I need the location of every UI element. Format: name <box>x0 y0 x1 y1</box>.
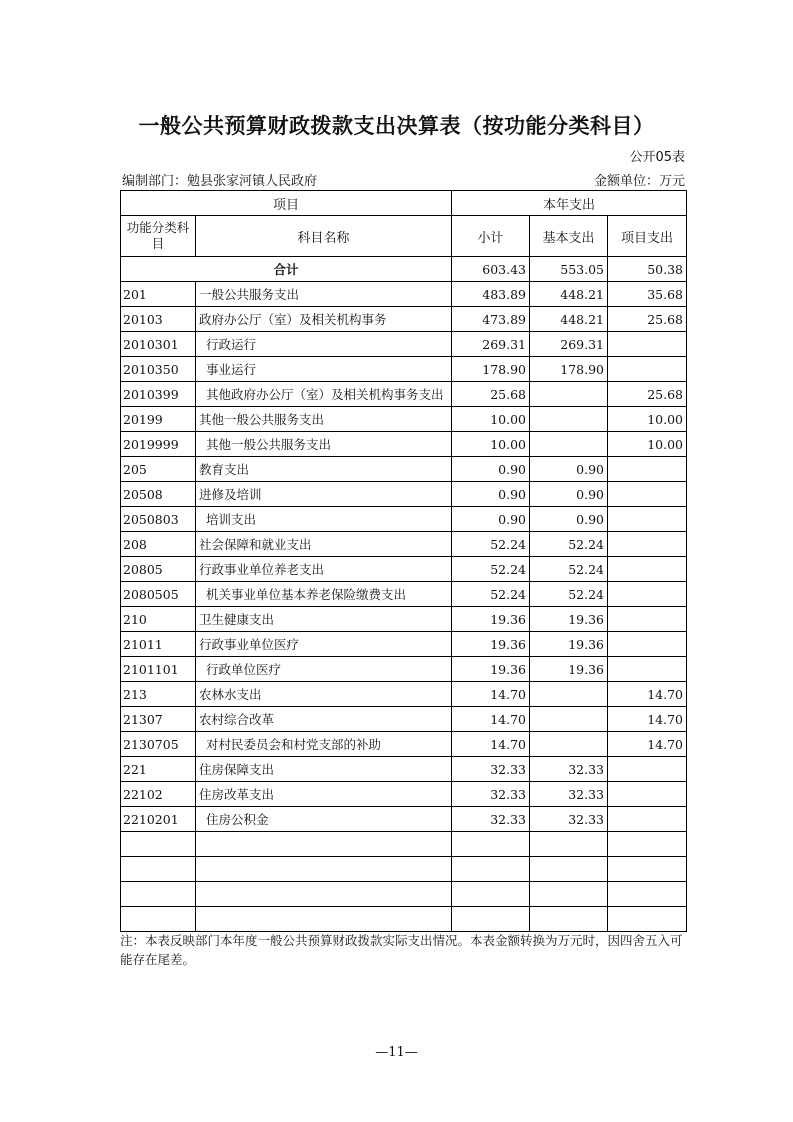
subtotal-value: 473.89 <box>452 307 530 332</box>
project-value <box>608 357 687 382</box>
subject-name: 机关事业单位基本养老保险缴费支出 <box>196 582 452 607</box>
subject-code: 2050803 <box>121 507 196 532</box>
subject-code: 201 <box>121 282 196 307</box>
basic-value: 19.36 <box>530 607 608 632</box>
subject-code: 2210201 <box>121 807 196 832</box>
basic-value: 52.24 <box>530 532 608 557</box>
subject-code: 21307 <box>121 707 196 732</box>
basic-value: 32.33 <box>530 782 608 807</box>
basic-value <box>530 732 608 757</box>
subject-code: 21011 <box>121 632 196 657</box>
basic-value <box>530 682 608 707</box>
basic-value: 32.33 <box>530 757 608 782</box>
table-row <box>121 832 687 857</box>
subtotal-value <box>452 907 530 932</box>
project-value <box>608 632 687 657</box>
table-row <box>121 482 687 507</box>
project-value <box>608 582 687 607</box>
basic-value <box>530 857 608 882</box>
subject-code: 2010350 <box>121 357 196 382</box>
basic-value: 32.33 <box>530 807 608 832</box>
table-row <box>121 632 687 657</box>
subtotal-value <box>452 832 530 857</box>
subject-name: 卫生健康支出 <box>196 607 452 632</box>
header-basic: 基本支出 <box>530 216 608 257</box>
subject-code: 2010301 <box>121 332 196 357</box>
basic-value: 0.90 <box>530 457 608 482</box>
subject-name <box>196 882 452 907</box>
project-value: 14.70 <box>608 707 687 732</box>
basic-value: 19.36 <box>530 657 608 682</box>
subtotal-value: 19.36 <box>452 657 530 682</box>
subject-name: 农村综合改革 <box>196 707 452 732</box>
table-row <box>121 607 687 632</box>
project-value <box>608 832 687 857</box>
subject-name: 行政运行 <box>196 332 452 357</box>
header-row-2 <box>121 216 687 257</box>
subtotal-value: 0.90 <box>452 507 530 532</box>
project-value <box>608 482 687 507</box>
table-row <box>121 782 687 807</box>
subtotal-value: 32.33 <box>452 782 530 807</box>
subtotal-value: 178.90 <box>452 357 530 382</box>
basic-value <box>530 832 608 857</box>
project-value <box>608 882 687 907</box>
subject-name: 教育支出 <box>196 457 452 482</box>
basic-value: 52.24 <box>530 557 608 582</box>
subtotal-value: 14.70 <box>452 707 530 732</box>
subtotal-value: 52.24 <box>452 532 530 557</box>
subject-code: 20199 <box>121 407 196 432</box>
table-row <box>121 732 687 757</box>
table-row <box>121 507 687 532</box>
basic-value: 52.24 <box>530 582 608 607</box>
subject-code: 2080505 <box>121 582 196 607</box>
subject-code: 208 <box>121 532 196 557</box>
subject-name: 行政事业单位养老支出 <box>196 557 452 582</box>
basic-value: 448.21 <box>530 282 608 307</box>
project-value <box>608 532 687 557</box>
header-subtotal: 小计 <box>452 216 530 257</box>
subject-name: 培训支出 <box>196 507 452 532</box>
subtotal-value: 52.24 <box>452 557 530 582</box>
subtotal-value: 14.70 <box>452 732 530 757</box>
total-label: 合计 <box>121 257 452 282</box>
subject-code: 210 <box>121 607 196 632</box>
basic-value: 0.90 <box>530 507 608 532</box>
project-value: 14.70 <box>608 732 687 757</box>
subject-name <box>196 907 452 932</box>
table-row <box>121 432 687 457</box>
subtotal-value: 19.36 <box>452 607 530 632</box>
subject-code: 205 <box>121 457 196 482</box>
table-row <box>121 757 687 782</box>
project-value: 25.68 <box>608 382 687 407</box>
table-row <box>121 907 687 932</box>
subtotal-value: 32.33 <box>452 807 530 832</box>
subject-code: 20103 <box>121 307 196 332</box>
form-number: 公开05表 <box>629 150 685 165</box>
project-value: 10.00 <box>608 432 687 457</box>
subject-name: 社会保障和就业支出 <box>196 532 452 557</box>
subtotal-value: 269.31 <box>452 332 530 357</box>
project-value <box>608 332 687 357</box>
amount-unit: 金额单位：万元 <box>593 174 685 189</box>
table-row <box>121 457 687 482</box>
basic-value <box>530 707 608 732</box>
subtotal-value: 32.33 <box>452 757 530 782</box>
subtotal-value <box>452 857 530 882</box>
project-value <box>608 557 687 582</box>
subtotal-value: 10.00 <box>452 432 530 457</box>
subject-name: 住房改革支出 <box>196 782 452 807</box>
subtotal-value: 25.68 <box>452 382 530 407</box>
subject-name: 其他政府办公厅（室）及相关机构事务支出 <box>196 382 452 407</box>
basic-value: 19.36 <box>530 632 608 657</box>
table-row <box>121 557 687 582</box>
project-value: 14.70 <box>608 682 687 707</box>
subject-name: 进修及培训 <box>196 482 452 507</box>
table-row <box>121 307 687 332</box>
subject-name: 农林水支出 <box>196 682 452 707</box>
subject-name: 其他一般公共服务支出 <box>196 407 452 432</box>
subject-code: 2019999 <box>121 432 196 457</box>
subject-name: 一般公共服务支出 <box>196 282 452 307</box>
subject-code: 2101101 <box>121 657 196 682</box>
page-title: 一般公共预算财政拨款支出决算表（按功能分类科目） <box>138 114 655 138</box>
header-project: 项目支出 <box>608 216 687 257</box>
report-meta <box>122 170 685 189</box>
subject-code: 2010399 <box>121 382 196 407</box>
table-row <box>121 807 687 832</box>
table-row <box>121 657 687 682</box>
header-year-expense: 本年支出 <box>452 191 687 216</box>
basic-value <box>530 907 608 932</box>
subtotal-value: 483.89 <box>452 282 530 307</box>
project-value <box>608 782 687 807</box>
subtotal-value: 14.70 <box>452 682 530 707</box>
header-subject-name: 科目名称 <box>196 216 452 257</box>
subtotal-value: 10.00 <box>452 407 530 432</box>
subject-name: 事业运行 <box>196 357 452 382</box>
project-value <box>608 757 687 782</box>
project-value <box>608 907 687 932</box>
project-value <box>608 657 687 682</box>
total-project: 50.38 <box>608 257 687 282</box>
total-basic: 553.05 <box>530 257 608 282</box>
header-row-1 <box>121 191 687 216</box>
subject-name: 住房保障支出 <box>196 757 452 782</box>
subject-code: 20805 <box>121 557 196 582</box>
header-func-code: 功能分类科目 <box>121 216 196 257</box>
subject-name: 其他一般公共服务支出 <box>196 432 452 457</box>
page-number: —11— <box>375 1045 418 1060</box>
subject-name <box>196 832 452 857</box>
table-row <box>121 532 687 557</box>
subject-code: 2130705 <box>121 732 196 757</box>
subject-name: 行政单位医疗 <box>196 657 452 682</box>
table-row <box>121 582 687 607</box>
table-row <box>121 882 687 907</box>
project-value <box>608 607 687 632</box>
project-value <box>608 507 687 532</box>
project-value: 10.00 <box>608 407 687 432</box>
subject-name: 政府办公厅（室）及相关机构事务 <box>196 307 452 332</box>
subtotal-value: 0.90 <box>452 457 530 482</box>
table-row <box>121 357 687 382</box>
project-value <box>608 457 687 482</box>
footnote: 注：本表反映部门本年度一般公共预算财政拨款实际支出情况。本表金额转换为万元时，因四舍五入可能存在尾差。 <box>120 933 683 967</box>
subject-code <box>121 882 196 907</box>
subject-code <box>121 857 196 882</box>
subject-name: 对村民委员会和村党支部的补助 <box>196 732 452 757</box>
subtotal-value: 19.36 <box>452 632 530 657</box>
project-value <box>608 857 687 882</box>
subtotal-value <box>452 882 530 907</box>
subject-code <box>121 832 196 857</box>
expense-table <box>120 190 687 932</box>
basic-value: 178.90 <box>530 357 608 382</box>
basic-value <box>530 382 608 407</box>
table-row <box>121 382 687 407</box>
project-value: 25.68 <box>608 307 687 332</box>
basic-value <box>530 432 608 457</box>
table-row <box>121 707 687 732</box>
subtotal-value: 52.24 <box>452 582 530 607</box>
table-row <box>121 682 687 707</box>
basic-value <box>530 407 608 432</box>
project-value <box>608 807 687 832</box>
subject-code: 213 <box>121 682 196 707</box>
subject-code: 22102 <box>121 782 196 807</box>
subject-name: 行政事业单位医疗 <box>196 632 452 657</box>
total-subtotal: 603.43 <box>452 257 530 282</box>
compiling-unit: 编制部门：勉县张家河镇人民政府 <box>122 174 318 189</box>
subject-code: 221 <box>121 757 196 782</box>
subject-code <box>121 907 196 932</box>
subject-name <box>196 857 452 882</box>
table-row <box>121 857 687 882</box>
table-row <box>121 407 687 432</box>
header-item: 项目 <box>121 191 452 216</box>
basic-value <box>530 882 608 907</box>
basic-value: 448.21 <box>530 307 608 332</box>
table-row <box>121 282 687 307</box>
total-row <box>121 257 687 282</box>
project-value: 35.68 <box>608 282 687 307</box>
basic-value: 269.31 <box>530 332 608 357</box>
basic-value: 0.90 <box>530 482 608 507</box>
subject-name: 住房公积金 <box>196 807 452 832</box>
table-row <box>121 332 687 357</box>
subject-code: 20508 <box>121 482 196 507</box>
subtotal-value: 0.90 <box>452 482 530 507</box>
